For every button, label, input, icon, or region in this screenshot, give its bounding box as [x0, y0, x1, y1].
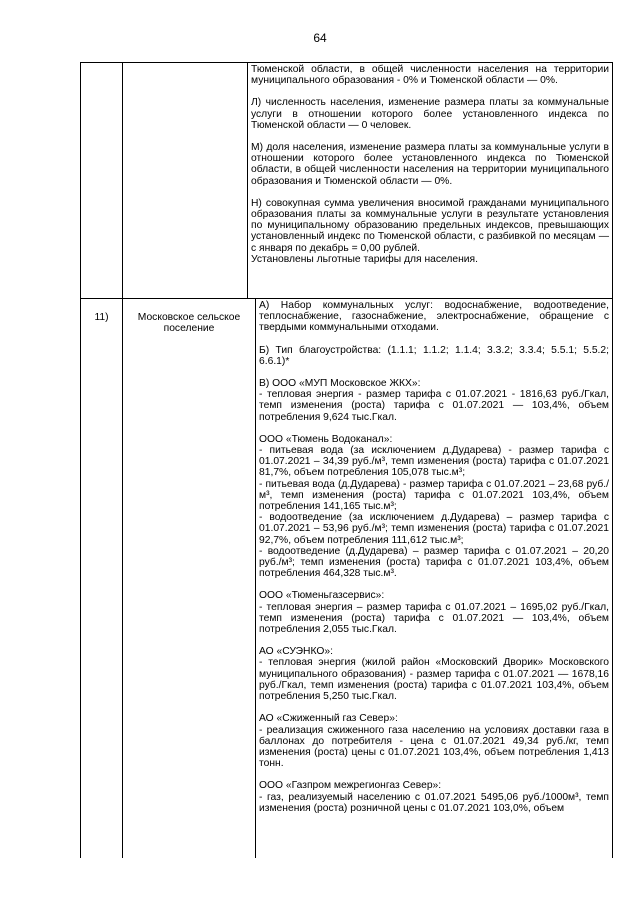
municipality-cell [123, 63, 248, 298]
table-row [81, 299, 612, 858]
paragraph: А) Набор коммунальных услуг: водоснабжение, водоотведение, теплоснабжение, газоснабжение, электроснабжение, обращение с твердыми коммунальными отходами. [259, 300, 609, 334]
page-number: 64 [313, 31, 327, 45]
row-number-cell [81, 63, 123, 298]
paragraph: АО «Сжиженный газ Север»: - реализация сжиженного газа населению на условиях доставки газа в баллонах до потребителя - цена с 01.07.2021 49,34 руб./кг, темп изменения (роста) цены с 01.07.2021 103,4%, объем потребления 1,413 тонн. [259, 713, 609, 770]
paragraph: АО «СУЭНКО»: - тепловая энергия (жилой район «Московский Дворик» Московского муниципального образования) - размер тарифа с 01.07.2021 — 1678,16 руб./Гкал, темп изменения (роста) тарифа с 01.07.2021 103,4%, объем потребления 5,250 тыс.Гкал. [259, 646, 609, 703]
paragraph: В) ООО «МУП Московское ЖКХ»: - тепловая энергия - размер тарифа с 01.07.2021 - 1816,63 руб./Гкал, темп изменения (роста) тарифа с 01.07.2021 — 103,4%, объем потребления 9,624 тыс.Гкал. [259, 378, 609, 423]
paragraph: ООО «Тюменьгазсервис»: - тепловая энергия – размер тарифа с 01.07.2021 – 1695,02 руб./Гкал, темп изменения (роста) тарифа с 01.07.2021 — 103,4%, объем потребления 2,055 тыс.Гкал. [259, 590, 609, 636]
row-number-cell: 11) [81, 299, 123, 858]
paragraph: Б) Тип благоустройства: (1.1.1; 1.1.2; 1.1.4; 3.3.2; 3.3.4; 5.5.1; 5.5.2; 6.6.1)* [259, 344, 609, 367]
paragraph: ООО «Тюмень Водоканал»: - питьевая вода (за исключением д.Дударева) - размер тарифа с 01.07.2021 – 34,39 руб./м³, темп изменения (роста) тарифа с 01.07.2021 81,7%, объем потребления 105,078 тыс.м³; - питьевая вода (д.Дударева) - размер тарифа с 01.07.2021 – 23,68 руб./м³, темп изменения (роста) тарифа с 01.07.2021 103,4%, объем потребления 141,165 тыс.м³; - водоотведение (за исключением д.Дударева) – размер тарифа с 01.07.2021 – 53,96 руб./м³; темп изменения (роста) тарифа с 01.07.2021 92,7%, объем потребления 111,612 тыс.м³; - водоотведение (д.Дударева) – размер тарифа с 01.07.2021 – 20,20 руб./м³; темп изменения (роста) тарифа с 01.07.2021 103,4%, объем потребления 464,328 тыс.м³. [259, 433, 609, 580]
table-row [81, 63, 612, 299]
paragraph: Н) совокупная сумма увеличения вносимой гражданами муниципального образования платы за коммунальные услуги в результате установления по муниципальному образованию предельных индексов, превышающих установленный индекс по Тюменской области, с разбивкой по месяцам — с января по декабрь = 0,00 рублей. Установлены льготные тарифы для населения. [251, 197, 609, 265]
municipality-cell: Московское сельское поселение [123, 299, 256, 858]
details-cell [248, 63, 612, 298]
paragraph: М) доля населения, изменение размера платы за коммунальные услуги в отношении которого более установленного индекса по Тюменской области, в общей численности населения на территории муниципального образования и Тюменской области — 0%. [251, 142, 609, 187]
paragraph: Л) численность населения, изменение размера платы за коммунальные услуги в отношении которого более установленного индекса по Тюменской области — 0 человек. [251, 97, 609, 131]
tariff-table [80, 62, 613, 858]
paragraph: ООО «Газпром межрегионгаз Север»: - газ, реализуемый населению с 01.07.2021 5495,06 руб./1000м³, темп изменения (роста) розничной цены с 01.07.2021 103,0%, объем [259, 780, 609, 814]
paragraph: Тюменской области, в общей численности населения на территории муниципального образования - 0% и Тюменской области — 0%. [251, 64, 609, 87]
details-cell [256, 299, 612, 858]
